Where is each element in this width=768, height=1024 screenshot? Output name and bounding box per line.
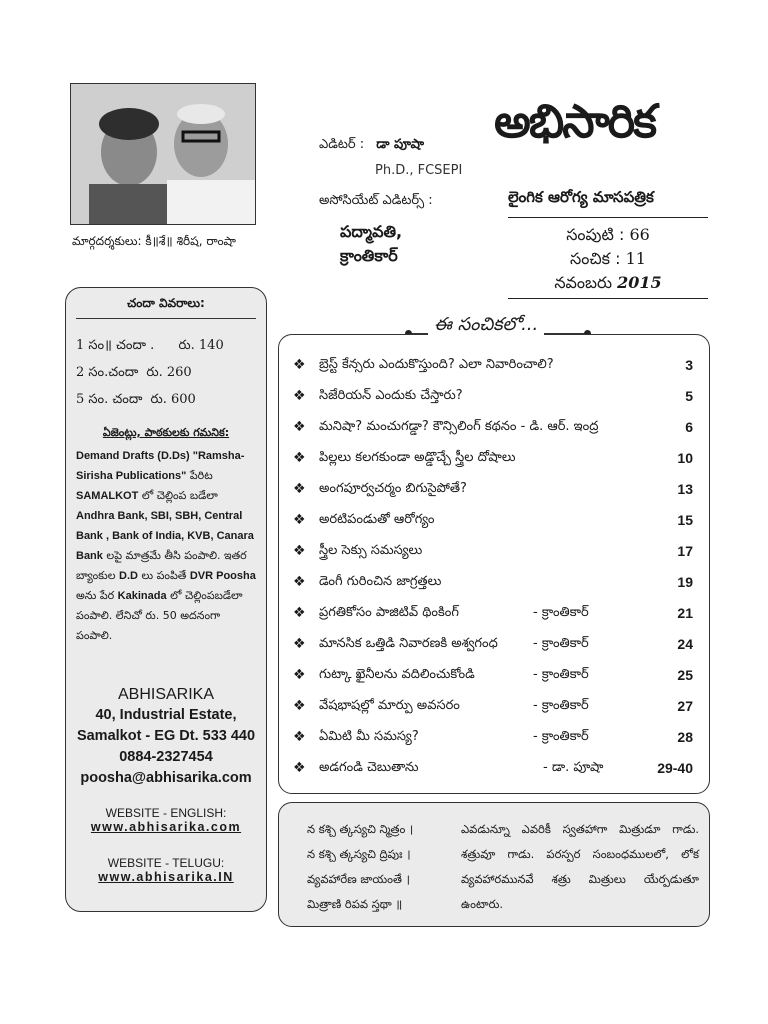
verse-translation: ఎవడున్నూ ఎవరికీ స్వతహాగా మిత్రుడూ గాడు. శత్రువూ గాడు. పరస్పర సంబంధములలో, లోక వ్యవహారమునవే శత్రు మిత్రులు యేర్పడుతూ ఉంటారు. xyxy=(461,822,699,911)
associate-editor-1: పద్మావతి, xyxy=(340,222,403,241)
notice-bold: D.D xyxy=(119,570,138,582)
magazine-logo xyxy=(494,90,708,152)
contents-item-author: - క్రాంతికార్ xyxy=(533,667,589,682)
website-link[interactable]: www.abhisarika.IN xyxy=(98,870,234,884)
contents-item-page: 24 xyxy=(677,636,693,652)
logo-text: అభిసారిక xyxy=(494,94,655,148)
bullet-icon: ❖ xyxy=(293,574,306,590)
advisors-caption: మార్గదర్శకులు: కీ॥శే॥ శిరీష, రాంషా xyxy=(72,234,236,248)
quote-box xyxy=(278,802,710,927)
notice-text: పేరిట xyxy=(186,469,213,482)
subscription-rates xyxy=(76,332,224,413)
contents-box xyxy=(278,334,710,794)
contents-item-title: పిల్లలు కలగకుండా అడ్డొచ్చే స్త్రీల దోషాలు xyxy=(319,450,516,465)
bullet-icon: ❖ xyxy=(293,481,306,497)
contents-item-title: గుట్కా ఖైనీలను వదిలించుకోండి xyxy=(319,667,475,682)
date-line xyxy=(508,271,708,295)
notice-text: లపై మాత్రమే తీసి పంపాలి. ఇతర బ్యాంకుల xyxy=(76,549,247,582)
founders-photo xyxy=(70,83,256,225)
contents-item-title: స్త్రీల సెక్సు సమస్యలు xyxy=(319,543,423,558)
contents-item-author: - క్రాంతికార్ xyxy=(533,605,589,620)
notice-text: లో చెల్లింపబడేలా పంపాలి. లేనిచో రు. 50 అదనంగా పంపాలి. xyxy=(76,589,243,642)
notice-bold: Demand Drafts (D.Ds) "Ramsha-Sirisha Publications" xyxy=(76,450,245,482)
contents-item-title: అంగపూర్వచర్మం బిగుసైపోతే? xyxy=(319,481,467,496)
contents-item-page: 28 xyxy=(677,729,693,745)
contents-item[interactable] xyxy=(293,661,693,692)
contents-item[interactable] xyxy=(293,506,693,537)
contents-item[interactable] xyxy=(293,444,693,475)
subscription-title: చందా వివరాలు: xyxy=(127,296,205,310)
contents-item[interactable] xyxy=(293,568,693,599)
rate-amount: రు. 260 xyxy=(146,365,192,380)
address-line-1: 40, Industrial Estate, xyxy=(95,707,237,723)
contents-item-title: బ్రెస్ట్ కేన్సరు ఎందుకొస్తుంది? ఎలా నివారించాలి? xyxy=(319,357,554,372)
rate-row xyxy=(76,359,224,386)
contents-item-page: 13 xyxy=(677,481,693,497)
verse-line: మిత్రాణి రిపవ స్తథా ॥ xyxy=(307,897,403,911)
website-link[interactable]: www.abhisarika.com xyxy=(90,820,242,834)
editor-label: ఎడిటర్ : xyxy=(319,137,365,152)
masthead-divider-bottom xyxy=(508,298,708,299)
editor-line xyxy=(319,137,424,155)
contents-item[interactable] xyxy=(293,475,693,506)
associate-editors xyxy=(340,220,402,268)
notice-bold: Andhra Bank, SBI, SBH, Central Bank , Bank of India, KVB, Canara Bank xyxy=(76,510,254,562)
notice-text: అను పేర xyxy=(76,589,118,602)
bullet-icon: ❖ xyxy=(293,729,306,745)
verse-line: వ్యవహారేణ జాయంతే । xyxy=(307,872,410,886)
bullet-icon: ❖ xyxy=(293,512,306,528)
volume-number: 66 xyxy=(629,225,650,244)
editor-qualification: Ph.D., FCSEPI xyxy=(375,163,463,178)
contents-item-title: అడగండి చెబుతాను xyxy=(319,760,419,775)
contents-item-author: - డా. పూషా xyxy=(543,760,604,775)
agents-notice-text xyxy=(76,446,258,646)
contents-item[interactable] xyxy=(293,351,693,382)
contents-item-page: 17 xyxy=(677,543,693,559)
contents-item-title: సిజేరియన్ ఎందుకు చేస్తారు? xyxy=(319,388,463,403)
bullet-icon: ❖ xyxy=(293,357,306,373)
contents-item[interactable] xyxy=(293,630,693,661)
issue-line xyxy=(508,247,708,271)
email-address[interactable]: poosha@abhisarika.com xyxy=(80,770,252,786)
phone-number: 0884-2327454 xyxy=(119,749,213,765)
agents-notice-title: ఏజెంట్లు, పాఠకులకు గమనిక: xyxy=(102,426,230,439)
address-line-2: Samalkot - EG Dt. 533 440 xyxy=(76,728,256,744)
issue-info xyxy=(508,223,708,295)
bullet-icon: ❖ xyxy=(293,543,306,559)
volume-line xyxy=(508,223,708,247)
notice-text: లో చెల్లింప బడేలా xyxy=(138,489,218,502)
contents-item-page: 29-40 xyxy=(657,760,693,776)
editor-name: డా పూషా xyxy=(376,137,425,152)
bullet-icon: ❖ xyxy=(293,667,306,683)
website-english xyxy=(66,806,266,834)
associate-editors-label: అసోసియేట్ ఎడిటర్స్ : xyxy=(319,193,433,208)
bullet-icon: ❖ xyxy=(293,605,306,621)
contents-item-page: 5 xyxy=(685,388,693,404)
contents-item-page: 19 xyxy=(677,574,693,590)
issue-label: సంచిక : xyxy=(570,249,621,268)
rate-period: 2 సం.చందా xyxy=(76,365,139,380)
contents-item-author: - క్రాంతికార్ xyxy=(533,636,589,651)
website-label: WEBSITE - ENGLISH: xyxy=(105,806,227,820)
magazine-tagline: లైంగిక ఆరోగ్య మాసపత్రిక xyxy=(508,188,654,206)
publisher-name: ABHISARIKA xyxy=(117,686,215,703)
contents-item-title: డెంగీ గురించిన జాగ్రత్తలు xyxy=(319,574,442,589)
website-label: WEBSITE - TELUGU: xyxy=(107,856,225,870)
rate-amount: రు. 140 xyxy=(178,338,224,353)
contents-item[interactable] xyxy=(293,723,693,754)
bullet-icon: ❖ xyxy=(293,698,306,714)
contents-item-title: ప్రగతికోసం పాజిటివ్ థింకింగ్ xyxy=(319,605,459,620)
bullet-icon: ❖ xyxy=(293,419,306,435)
rate-period: 1 సం॥ చందా . xyxy=(76,338,155,353)
contents-item[interactable] xyxy=(293,599,693,630)
notice-bold: SAMALKOT xyxy=(76,490,139,502)
contents-item-title: వేషభాషల్లో మార్పు అవసరం xyxy=(319,698,460,713)
notice-text: లు పంపితే xyxy=(137,569,190,582)
bullet-icon: ❖ xyxy=(293,388,306,404)
contents-item-page: 27 xyxy=(677,698,693,714)
issue-year: 2015 xyxy=(617,273,662,292)
contents-item-title: అరటిపండుతో ఆరోగ్యం xyxy=(319,512,435,527)
rate-period: 5 సం. చందా xyxy=(76,392,143,407)
rate-row xyxy=(76,386,224,413)
contents-item-page: 15 xyxy=(677,512,693,528)
contents-item-page: 10 xyxy=(677,450,693,466)
website-telugu xyxy=(66,856,266,884)
contents-item-page: 25 xyxy=(677,667,693,683)
bullet-icon: ❖ xyxy=(293,450,306,466)
subscription-sidebar xyxy=(65,287,267,912)
sanskrit-verse xyxy=(307,817,413,917)
notice-bold: DVR Poosha xyxy=(189,570,256,582)
rate-row xyxy=(76,332,224,359)
issue-month: నవంబరు xyxy=(554,273,613,292)
verse-line: న కశ్చి త్కస్యచి ద్రిపుః । xyxy=(307,847,411,861)
verse-line: న కశ్చి త్కస్యచి న్మిత్రం । xyxy=(307,822,414,836)
contents-item[interactable] xyxy=(293,413,693,444)
subscription-divider xyxy=(76,318,256,319)
bullet-icon: ❖ xyxy=(293,636,306,652)
contents-item-author: - క్రాంతికార్ xyxy=(533,729,589,744)
contents-item-title: మానసిక ఒత్తిడి నివారణకి అశ్వగంధ xyxy=(319,636,498,651)
contents-item-author: - క్రాంతికార్ xyxy=(533,698,589,713)
contents-item-title: మనిషా? మంచుగడ్డా? కౌన్సిలింగ్ కథనం - డి. ఆర్. ఇంద్ర xyxy=(319,419,599,434)
contents-item[interactable] xyxy=(293,382,693,413)
bullet-icon: ❖ xyxy=(293,760,306,776)
contents-item-title: ఏమిటి మీ సమస్య? xyxy=(319,729,419,744)
postal-address xyxy=(66,684,266,789)
volume-label: సంపుటి : xyxy=(566,225,625,244)
contents-item-page: 3 xyxy=(685,357,693,373)
contents-item[interactable] xyxy=(293,692,693,723)
notice-bold: Kakinada xyxy=(117,590,167,602)
associate-editor-2: క్రాంతికార్ xyxy=(340,246,398,265)
masthead-divider-top xyxy=(508,217,708,218)
contents-item-page: 6 xyxy=(685,419,693,435)
contents-item[interactable] xyxy=(293,537,693,568)
rate-amount: రు. 600 xyxy=(150,392,196,407)
contents-item[interactable] xyxy=(293,754,693,785)
contents-heading: ఈ సంచికలో... xyxy=(428,314,544,339)
issue-number: 11 xyxy=(625,249,646,268)
contents-item-page: 21 xyxy=(677,605,693,621)
